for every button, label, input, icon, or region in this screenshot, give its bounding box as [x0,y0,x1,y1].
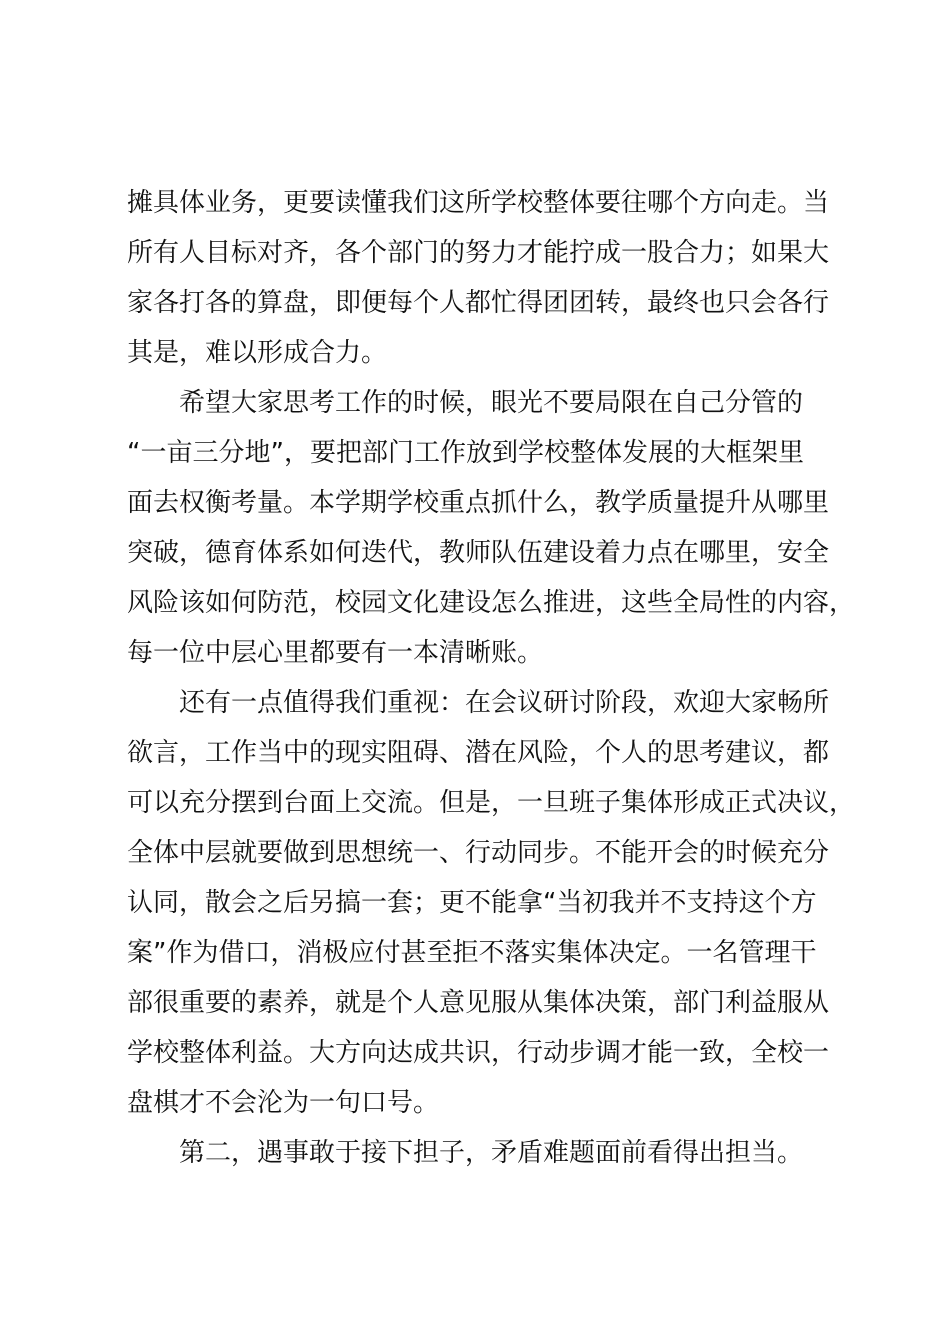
text-line: 全体中层就要做到思想统一、行动同步。不能开会的时候充分 [127,838,830,868]
text-line: 欲言，工作当中的现实阻碍、潜在风险，个人的思考建议，都 [127,738,830,768]
text-line: 其是，难以形成合力。 [127,338,388,368]
text-line: 家各打各的算盘，即便每个人都忙得团团转，最终也只会各行 [127,288,830,318]
text-line: 风险该如何防范，校园文化建设怎么推进，这些全局性的内容， [127,588,856,618]
text-line: 面去权衡考量。本学期学校重点抓什么，教学质量提升从哪里 [127,488,830,518]
text-line: 所有人目标对齐，各个部门的努力才能拧成一股合力；如果大 [127,238,830,268]
text-line: 可以充分摆到台面上交流。但是，一旦班子集体形成正式决议， [127,788,856,818]
text-line: 案”作为借口，消极应付甚至拒不落实集体决定。一名管理干 [127,938,817,968]
text-line: 还有一点值得我们重视：在会议研讨阶段，欢迎大家畅所 [179,688,830,718]
text-line: 部很重要的素养，就是个人意见服从集体决策，部门利益服从 [127,988,830,1018]
text-line: 认同，散会之后另搞一套；更不能拿“当初我并不支持这个方 [127,888,817,918]
text-line: 每一位中层心里都要有一本清晰账。 [127,638,544,668]
paragraph-3 [127,678,856,1128]
paragraph-2 [127,378,856,678]
text-line: 希望大家思考工作的时候，眼光不要局限在自己分管的 [179,388,804,418]
text-line: 摊具体业务，更要读懂我们这所学校整体要往哪个方向走。当 [127,188,830,218]
document-body [127,178,856,1178]
paragraph-1 [127,178,847,378]
text-line: 第二，遇事敢于接下担子，矛盾难题面前看得出担当。 [179,1138,804,1168]
paragraph-4 [127,1128,847,1178]
text-line: “一亩三分地”，要把部门工作放到学校整体发展的大框架里 [127,438,804,468]
text-line: 学校整体利益。大方向达成共识，行动步调才能一致，全校一 [127,1038,830,1068]
text-line: 盘棋才不会沦为一句口号。 [127,1088,440,1118]
text-line: 突破，德育体系如何迭代，教师队伍建设着力点在哪里，安全 [127,538,830,568]
